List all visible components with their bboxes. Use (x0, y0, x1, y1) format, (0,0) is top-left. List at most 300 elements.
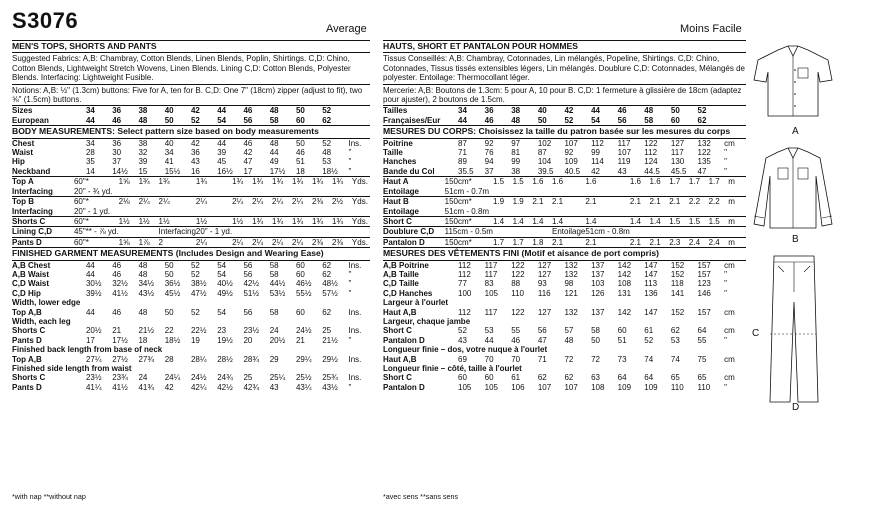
cell: 21 (295, 335, 305, 345)
row-label: Largeur à l'ourlet (383, 298, 449, 308)
cell: 50 (670, 106, 680, 116)
row-label: A,B Poitrine (383, 260, 429, 270)
cell: 52 (458, 326, 467, 336)
cell: 2⅜ (312, 197, 332, 207)
cell: 137 (591, 269, 605, 279)
cell: 44 (484, 335, 494, 345)
cell: 117 (484, 260, 498, 270)
difficulty-en: Average (326, 23, 367, 35)
cell: 132 (697, 138, 711, 148)
cell (348, 106, 370, 115)
cell: 1¾ (232, 177, 252, 187)
cell: 36 (112, 106, 122, 116)
cell: 1.8 (532, 237, 552, 247)
cell: 46 (511, 335, 521, 345)
cell: 48 (564, 335, 574, 345)
cell: 37 (484, 166, 494, 176)
cell: 40 (164, 138, 174, 148)
yardage-table-fr (383, 176, 746, 247)
row-label: C,D Waist (12, 279, 50, 289)
cell: 115cm - 0.5m (444, 227, 493, 237)
cell: 109 (617, 382, 632, 392)
finished-row (12, 308, 370, 317)
yardage-row (12, 227, 370, 237)
cell: 105 (458, 382, 472, 392)
cell: 36 (190, 148, 200, 158)
cell (513, 187, 533, 197)
cell: 34 (85, 106, 95, 116)
cell: 23 (217, 326, 227, 336)
subheading-row (383, 317, 746, 326)
cell (650, 227, 670, 237)
cell: 2.4 (689, 237, 709, 247)
cell: 41 (164, 157, 174, 167)
cell (159, 187, 196, 197)
row-label: A,B Chest (12, 260, 51, 270)
cell: 23¾ (112, 373, 128, 383)
view-b-label: B (792, 234, 799, 245)
cell: 53½ (269, 288, 286, 298)
row-label: European (12, 115, 49, 125)
cell: 38 (511, 166, 521, 176)
cell: 81 (511, 148, 521, 158)
cell (252, 207, 272, 217)
notions-fr: Mercerie: A,B: Boutons de 1.3cm: 5 pour A, 10 pour B. C,D: 1 fermeture à glissière de 18cm (adaptez pour ajuster), 2 boutons de 1.5cm. (383, 85, 746, 107)
cell: 70 (511, 354, 521, 364)
cell: 44 (85, 260, 95, 270)
cell: 41½ (112, 288, 128, 298)
cell: 1½ (139, 216, 159, 226)
cell: Entoilage (552, 227, 586, 237)
cell (332, 207, 352, 217)
cell: 27½ (112, 354, 128, 364)
cell: 47 (697, 166, 707, 176)
cell: Yds. (352, 237, 370, 247)
cell: 46 (295, 148, 305, 158)
cell: 93 (537, 279, 547, 289)
cell: 2.1 (650, 237, 670, 247)
cell: 56 (243, 260, 253, 270)
cell: 48 (322, 148, 332, 158)
cell: " (348, 269, 352, 279)
row-label: Finished back length from base of neck (12, 345, 163, 355)
cell: 24 (269, 326, 279, 336)
row-label: Bande du Col (383, 166, 435, 176)
cell: 48 (644, 106, 654, 116)
cell: 2⅜ (312, 237, 332, 247)
body-en (12, 139, 370, 177)
cell: Interfacing (158, 227, 196, 237)
cell: 1.7 (669, 177, 689, 187)
cell: 25 (322, 326, 332, 336)
cell: 118 (670, 279, 684, 289)
cell: 50 (295, 106, 305, 116)
cell: 21½ (138, 326, 155, 336)
cell: 27¼ (85, 354, 102, 364)
cell: 87 (537, 148, 547, 158)
cell: 42 (164, 382, 174, 392)
cell: 1½ (119, 216, 139, 226)
row-label: Taille (383, 148, 403, 158)
row-label: Pantalon D (383, 237, 445, 247)
cell: 52 (322, 106, 332, 116)
cell: 2.2 (689, 197, 709, 207)
cell: 58 (269, 115, 279, 125)
cell (552, 207, 585, 217)
finished-row (383, 270, 746, 279)
yardage-fr (383, 177, 746, 247)
row-label: Entoilage (383, 206, 420, 216)
cell (709, 207, 729, 217)
cell: 2¼ (196, 237, 232, 247)
cell: 45½ (164, 288, 181, 298)
cell (252, 187, 272, 197)
finished-row (383, 308, 746, 317)
cell: 35 (85, 157, 95, 167)
cell: 42 (591, 166, 600, 176)
cell: 152 (670, 307, 685, 317)
cell: 108 (591, 382, 605, 392)
cell: 24¼ (164, 373, 181, 383)
sizes-row (383, 106, 746, 115)
cell (585, 207, 629, 217)
cell: 15 (138, 166, 148, 176)
cell: Ins. (348, 326, 362, 336)
yardage-row (383, 216, 746, 226)
cell: 52 (697, 106, 707, 116)
cell: 53 (670, 335, 680, 345)
cell: 28¾ (243, 354, 260, 364)
body-row (12, 167, 370, 176)
cell: " (724, 335, 727, 345)
cell: 45"** - ⅞ yd. (73, 227, 119, 237)
cell: 132 (564, 260, 578, 270)
cell: 89 (458, 157, 467, 167)
cell: 72 (591, 354, 600, 364)
cell (630, 227, 650, 237)
body-row (12, 148, 370, 157)
cell: 36 (484, 106, 494, 116)
cell: 50 (164, 115, 174, 125)
cell: 62 (322, 269, 332, 279)
cell: 52 (322, 138, 332, 148)
cell: 127 (537, 260, 552, 270)
row-label: Interfacing (12, 206, 53, 216)
body-fr (383, 139, 746, 177)
row-label: Waist (12, 148, 34, 158)
cell: 39 (138, 157, 148, 167)
row-label: Largeur, chaque jambe (383, 316, 471, 326)
cell (513, 227, 533, 237)
finished-row (12, 270, 370, 279)
cell: 36½ (164, 279, 181, 289)
row-label: Françaises/Eur (383, 115, 441, 125)
cell: 25 (243, 373, 253, 383)
cell: 1.6 (585, 177, 629, 187)
cell (232, 207, 252, 217)
cell: 1.6 (650, 177, 670, 187)
cell (585, 187, 629, 197)
cell: 1.7 (709, 177, 729, 187)
cell (159, 207, 196, 217)
cell: 1.6 (552, 177, 585, 187)
cell: 1¾ (139, 177, 159, 187)
yardage-row (383, 237, 746, 247)
cell (689, 227, 709, 237)
cell: 41¼ (85, 382, 102, 392)
cell: 2¼ (292, 237, 312, 247)
cell: 56 (243, 307, 253, 317)
cell: 88 (511, 279, 521, 289)
body-table-en (12, 139, 370, 177)
cell: 60 (295, 269, 305, 279)
cell: 1.9 (513, 197, 533, 207)
cell: 74 (670, 354, 680, 364)
cell: 29 (269, 354, 279, 364)
row-label: Haut B (383, 197, 445, 207)
cell: 157 (697, 307, 711, 317)
cell: 137 (591, 260, 605, 270)
cell (669, 207, 689, 217)
cell: 2.1 (585, 237, 629, 247)
row-label: C,D Hanches (383, 288, 433, 298)
cell: 24¾ (217, 373, 233, 383)
title-fr: HAUTS, SHORT ET PANTALON POUR HOMMES (383, 41, 746, 53)
cell: 1.5 (689, 216, 709, 226)
cell: 152 (670, 269, 685, 279)
cell: 135 (697, 157, 711, 167)
finished-en (12, 261, 370, 393)
cell: 127 (670, 138, 685, 148)
cell: 2¼ (232, 237, 252, 247)
cell: 1½ (196, 216, 232, 226)
body-row (383, 139, 746, 148)
cell (669, 187, 689, 197)
cell: 71 (458, 148, 467, 158)
cell: 20 (243, 335, 253, 345)
cell: 99 (511, 157, 521, 167)
cell: 130 (670, 157, 685, 167)
row-label: Short C (383, 216, 445, 226)
cell: 43 (458, 335, 467, 345)
cell: 147 (644, 260, 658, 270)
row-label: Tailles (383, 106, 408, 116)
cell: 42½ (243, 279, 260, 289)
cell: 48 (511, 115, 521, 125)
cell: 63 (591, 373, 600, 383)
finished-row (12, 373, 370, 382)
cell: 34½ (138, 279, 155, 289)
row-label: Neckband (12, 166, 51, 176)
cell: 1.4 (585, 216, 629, 226)
cell: 113 (644, 279, 658, 289)
cell: 83 (484, 279, 494, 289)
cell: 51 (295, 157, 305, 167)
cell: 108 (617, 279, 632, 289)
row-label: A,B Taille (383, 269, 419, 279)
cell: 18½ (164, 335, 181, 345)
cell: 24½ (295, 326, 312, 336)
cell: 38½ (190, 279, 207, 289)
cell: " (348, 157, 352, 167)
cell: 122 (697, 148, 711, 158)
cell: 20" - ¾ yd. (73, 186, 113, 196)
subheading-row (383, 345, 746, 354)
cell: 92 (564, 148, 574, 158)
cell: 105 (484, 288, 498, 298)
cell: 112 (458, 307, 471, 317)
cell: 58 (269, 307, 279, 317)
cell: 16½ (217, 166, 233, 176)
view-cd-sketch (748, 252, 838, 404)
yardage-row (383, 177, 746, 187)
cell: 72 (564, 354, 574, 364)
cell (196, 207, 232, 217)
cell: cm (724, 260, 735, 270)
cell: 2⅛ (119, 197, 139, 207)
cell: 44 (217, 106, 227, 116)
cell: 46 (617, 106, 627, 116)
cell (493, 227, 513, 237)
cell: 50 (537, 115, 547, 125)
cell: 16 (190, 166, 200, 176)
cell: 25¼ (269, 373, 286, 383)
cell: 142 (617, 269, 632, 279)
body-row (383, 167, 746, 176)
cell: 2.4 (709, 237, 729, 247)
difficulty-fr: Moins Facile (680, 23, 742, 35)
cell: 58 (269, 260, 279, 270)
cell: 105 (484, 382, 498, 392)
cell: 121 (564, 288, 578, 298)
cell: 1¾ (312, 216, 332, 226)
cell: 50 (591, 335, 600, 345)
cell: 21½ (322, 335, 338, 345)
cell: 42 (190, 106, 200, 116)
yardage-row (383, 197, 746, 207)
cell: 40.5 (564, 166, 581, 176)
cell: 46 (243, 106, 253, 116)
cell: 2¼ (252, 197, 272, 207)
cell: 44 (85, 269, 95, 279)
cell: 107 (617, 148, 632, 158)
row-label: C,D Taille (383, 279, 419, 289)
cell: 40½ (217, 279, 233, 289)
cell: " (724, 279, 727, 289)
sizes-table-fr (383, 106, 746, 125)
cell: 107 (537, 382, 552, 392)
cell: 70 (484, 354, 494, 364)
cell: 62 (322, 260, 332, 270)
cell: 19½ (217, 335, 233, 345)
view-d-label: D (792, 402, 800, 413)
cell: 18½ (322, 166, 338, 176)
yardage-row (383, 187, 746, 197)
cell (272, 207, 292, 217)
cell: 60 (295, 115, 305, 125)
cell: 2.3 (669, 237, 689, 247)
cell: 54 (591, 115, 600, 125)
finished-title-fr: MESURES DES VÊTEMENTS FINI (Motif et aisance de port compris) (383, 247, 746, 260)
cell: 127 (537, 269, 552, 279)
cell: 50 (164, 260, 174, 270)
cell: 56 (243, 115, 253, 125)
cell: 47½ (190, 288, 207, 298)
cell: 57 (564, 326, 574, 336)
sizes-table-en (12, 106, 370, 125)
row-label: Longueur finie – côté, taille à l'ourlet (383, 364, 522, 373)
cell: 25½ (295, 373, 312, 383)
cell: 43 (269, 382, 279, 392)
cell: " (724, 166, 727, 176)
row-label: Top A,B (12, 354, 42, 364)
cell: 65 (697, 373, 707, 383)
cell: 102 (537, 138, 552, 148)
cell: 22½ (190, 326, 207, 336)
cell: 117 (484, 307, 498, 317)
cell: 150cm* (445, 177, 493, 187)
cell: 152 (670, 260, 685, 270)
yardage-row (383, 227, 746, 237)
cell: 62 (670, 326, 680, 336)
cell: 2¼ (159, 197, 196, 207)
cell: 114 (591, 157, 604, 167)
fabrics-en: Suggested Fabrics: A,B: Chambray, Cotton Blends, Linen Blends, Poplin, Shirtings. C,D: Chino, Cotton Blends, Lightweight Stretch Wovens, Linen Blends. Lining C,D: Cotton Blends, Polyester Blends. Interfacing: Lightweight Fusible. (12, 53, 370, 84)
cell: 1.7 (513, 237, 533, 247)
cell: 23½ (243, 326, 260, 336)
row-label: Shorts C (12, 216, 74, 226)
row-label: Entoilage (383, 186, 420, 196)
cell (139, 227, 159, 237)
cell: 1¾ (332, 177, 352, 187)
cell: 2¼ (272, 197, 292, 207)
finished-row (12, 326, 370, 335)
cell: 45 (217, 157, 227, 167)
cell: 42 (564, 106, 574, 116)
cell: 17 (243, 166, 253, 176)
cell: 110 (697, 382, 711, 392)
finished-row (383, 261, 746, 270)
row-label: Pants D (12, 335, 42, 345)
row-label: Top A (12, 177, 74, 187)
cell: " (348, 279, 352, 289)
finished-row (383, 383, 746, 392)
cell: 2¼ (232, 197, 252, 207)
cell (532, 207, 552, 217)
row-label: Lining C,D (12, 227, 74, 237)
yardage-table-en (12, 176, 370, 247)
cell: 32 (138, 148, 148, 158)
cell: 42¼ (190, 382, 207, 392)
cell: 19 (190, 335, 200, 345)
cell: 103 (591, 279, 605, 289)
cell: 17½ (112, 335, 128, 345)
cell: 64 (617, 373, 627, 383)
body-row (383, 157, 746, 166)
subheading-row (383, 364, 746, 373)
cell: 1.5 (513, 177, 533, 187)
row-label: Doublure C,D (383, 227, 445, 237)
yardage-row (12, 187, 370, 197)
finished-row (12, 355, 370, 364)
cell: 1.4 (493, 216, 513, 226)
cell: 50 (164, 269, 174, 279)
cell: 20½ (269, 335, 286, 345)
finished-row (12, 336, 370, 345)
cell: 142 (617, 260, 632, 270)
cell: m (728, 177, 746, 187)
cell: Yds. (352, 197, 370, 207)
